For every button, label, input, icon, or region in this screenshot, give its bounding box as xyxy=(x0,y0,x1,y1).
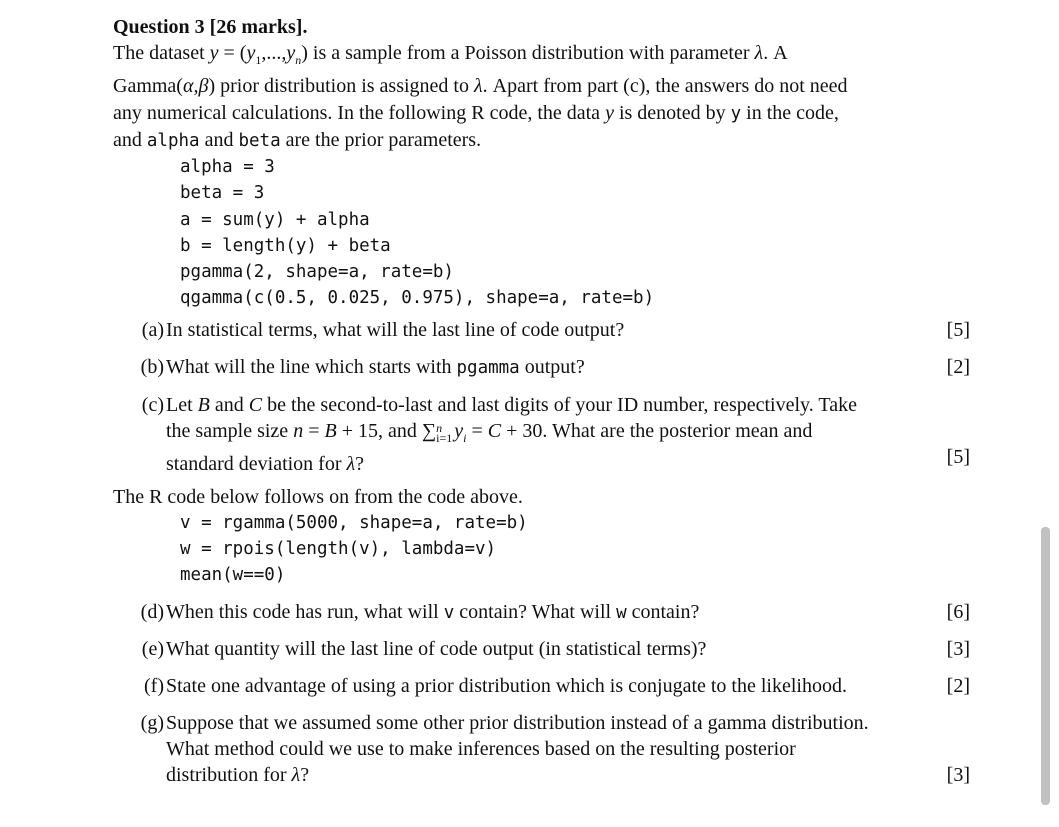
code-line: alpha = 3 xyxy=(180,157,275,178)
code-line: w = rpois(length(v), lambda=v) xyxy=(180,539,497,560)
intro-line-2: Gamma(α,β) prior distribution is assigned to λ. Apart from part (c), the answers do not need xyxy=(113,75,848,98)
part-a: (a) In statistical terms, what will the last line of code output? [5] xyxy=(130,317,970,343)
followon-text: The R code below follows on from the code above. xyxy=(113,486,523,508)
marks-d: [6] xyxy=(946,601,970,623)
marks-a: [5] xyxy=(946,319,970,341)
code-line: pgamma(2, shape=a, rate=b) xyxy=(180,262,454,282)
code-line: mean(w==0) xyxy=(180,565,286,586)
code-line: a = sum(y) + alpha xyxy=(180,209,370,230)
part-f: (f) State one advantage of using a prior distribution which is conjugate to the likelihood. [2] xyxy=(130,673,970,699)
intro-line-1: The dataset $y = (y_1,...,y_n)$ is a sample from a Poisson distribution with parameter λ. A xyxy=(113,42,788,67)
marks-g: [3] xyxy=(946,764,970,786)
intro-line-3: any numerical calculations. In the following R code, the data y is denoted by y in the code, xyxy=(113,101,839,124)
code-line: qgamma(c(0.5, 0.025, 0.975), shape=a, rate=b) xyxy=(180,288,655,309)
code-block-2 xyxy=(180,510,528,589)
code-block-1 xyxy=(180,154,973,311)
part-c: (c) Let B and C be the second-to-last and last digits of your ID number, respectively. Take the sample size n = B + 15, and ∑n i=1 $y_i = C + 30$. What are the posterior mean and standard deviation for λ? [5] xyxy=(141,394,970,476)
part-d: (d) When this code has run, what will v contain? What will w contain? [6] xyxy=(130,599,970,626)
marks-c: [5] xyxy=(946,446,970,468)
intro-line-4: and alpha and beta are the prior parameters. xyxy=(113,128,482,151)
code-line: beta = 3 xyxy=(180,183,265,204)
part-e: (e) What quantity will the last line of code output (in statistical terms)? [3] xyxy=(130,636,970,662)
code-line: b = length(y) + beta xyxy=(180,235,391,256)
marks-f: [2] xyxy=(946,675,970,697)
question-title: Question 3 [26 marks]. xyxy=(113,16,308,38)
question-page xyxy=(113,14,973,311)
part-b: (b) What will the line which starts with pgamma output? [2] xyxy=(130,354,970,381)
vertical-scrollbar[interactable] xyxy=(1041,527,1050,805)
part-g: (g) Suppose that we assumed some other prior distribution instead of a gamma distribution. What method could we use to make inferences based on the resulting posterior distribution for λ? [3] xyxy=(140,712,970,787)
marks-e: [3] xyxy=(946,638,970,660)
code-line: v = rgamma(5000, shape=a, rate=b) xyxy=(180,513,528,533)
intro-paragraph xyxy=(113,40,973,154)
marks-b: [2] xyxy=(946,356,970,378)
